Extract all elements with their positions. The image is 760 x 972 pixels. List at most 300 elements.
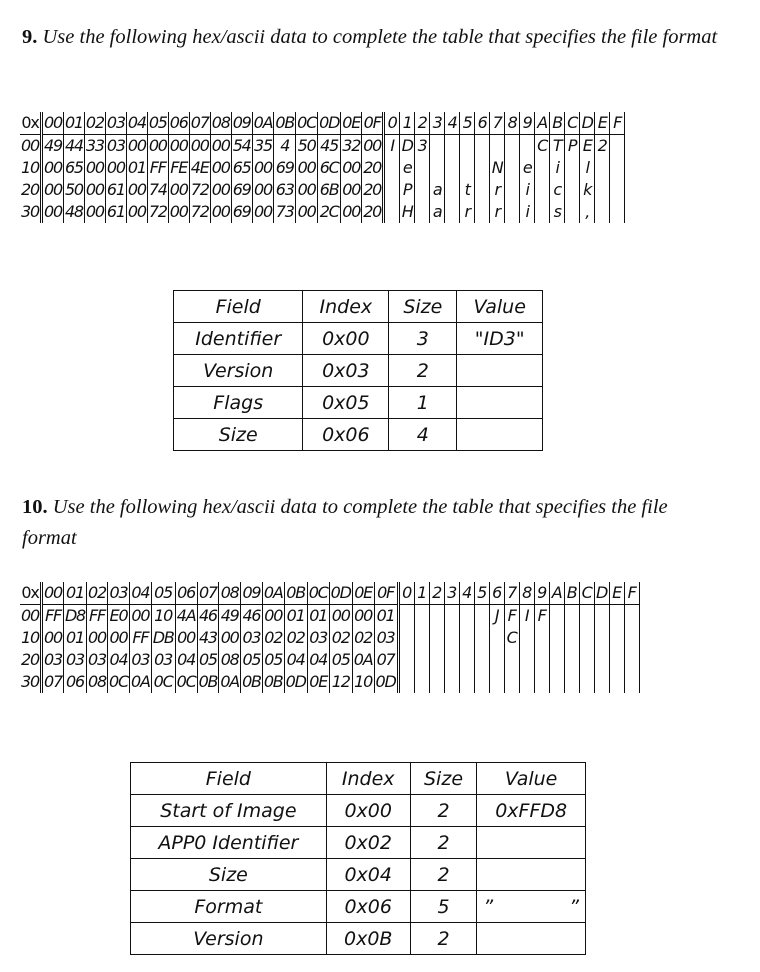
hex-byte-cell: 07 — [374, 649, 398, 671]
field-table-row — [131, 859, 586, 891]
hex-byte-cell: 00 — [131, 606, 150, 625]
ascii-column-header: 0 — [398, 582, 414, 605]
hex-byte-cell: 50 — [297, 136, 316, 155]
hex-byte-cell: 0B — [242, 672, 261, 691]
field-value-cell[interactable] — [477, 827, 586, 859]
hex-byte-cell: 00 — [211, 136, 230, 155]
hex-column-header: 0C — [296, 112, 318, 135]
ascii-char-cell — [549, 627, 564, 649]
problem-10-field-table — [130, 762, 586, 955]
field-table-header: Field — [174, 291, 303, 323]
hex-byte-cell: 02 — [264, 628, 283, 647]
ascii-column-header: 5 — [474, 582, 489, 605]
hex-row-offset: 10 — [20, 157, 41, 179]
hex-row — [20, 605, 639, 628]
ascii-char-cell — [565, 201, 580, 223]
ascii-column-header: 9 — [520, 112, 535, 135]
ascii-char-cell — [505, 157, 520, 179]
field-size-cell: 2 — [410, 859, 477, 891]
ascii-column-header: A — [535, 112, 550, 135]
ascii-column-header: E — [595, 112, 610, 135]
hex-byte-cell: 54 — [232, 136, 251, 155]
hex-row-offset: 00 — [20, 135, 41, 158]
ascii-char-cell — [535, 157, 550, 179]
hex-byte-cell: 00 — [127, 136, 146, 155]
field-size-cell: 2 — [389, 355, 457, 387]
ascii-char-cell: , — [580, 201, 595, 223]
hex-column-header: 0D — [318, 112, 341, 135]
ascii-column-header: 6 — [489, 582, 504, 605]
ascii-char-cell — [414, 605, 429, 628]
hex-byte-cell: 4A — [176, 606, 196, 625]
hex-byte-cell: 72 — [190, 202, 209, 221]
ascii-char-cell — [445, 201, 460, 223]
problem-9-hex-dump — [20, 112, 625, 223]
ascii-char-cell: E — [580, 135, 595, 158]
hex-byte-cell: 03 — [63, 649, 86, 671]
hex-column-header: 0B — [284, 582, 307, 605]
hex-byte-cell: 0B — [263, 672, 283, 691]
ascii-char-cell: k — [580, 179, 595, 201]
hex-byte-cell: 61 — [106, 202, 125, 221]
ascii-char-cell — [414, 649, 429, 671]
field-index-cell: 0x00 — [326, 795, 410, 827]
ascii-char-cell — [564, 671, 579, 693]
ascii-char-cell — [429, 627, 444, 649]
hex-column-header: 0C — [307, 582, 329, 605]
ascii-char-cell — [414, 671, 429, 693]
hex-byte-cell: 00 — [127, 180, 146, 199]
ascii-char-cell: 2 — [595, 135, 610, 158]
hex-column-header: 0E — [341, 112, 362, 135]
hex-byte-cell: 00 — [127, 202, 146, 221]
hex-byte-cell: 0A — [220, 672, 240, 691]
hex-corner-label: 0x — [20, 582, 41, 605]
field-value-cell[interactable] — [457, 387, 543, 419]
hex-byte-cell: 00 — [362, 135, 384, 158]
hex-byte-cell: 00 — [254, 202, 272, 221]
field-index-cell: 0x04 — [326, 859, 410, 891]
ascii-char-cell — [624, 605, 639, 628]
ascii-char-cell: T — [550, 135, 565, 158]
ascii-column-header: 5 — [460, 112, 475, 135]
field-table-row — [131, 923, 586, 955]
hex-byte-cell: 00 — [297, 158, 316, 177]
hex-column-header: 09 — [241, 582, 263, 605]
ascii-char-cell: C — [504, 627, 519, 649]
ascii-char-cell: e — [520, 157, 535, 179]
hex-byte-cell: 4E — [190, 158, 209, 177]
hex-column-header: 08 — [219, 582, 241, 605]
ascii-char-cell — [594, 671, 609, 693]
hex-byte-cell: 69 — [275, 158, 294, 177]
ascii-char-cell — [398, 605, 414, 628]
ascii-char-cell — [430, 135, 445, 158]
hex-column-header: 00 — [41, 112, 63, 135]
hex-row — [20, 671, 639, 693]
hex-byte-cell: 03 — [309, 628, 328, 647]
hex-byte-cell: 00 — [41, 179, 63, 201]
hex-column-header: 05 — [147, 112, 168, 135]
hex-byte-cell: 0D — [374, 671, 398, 693]
hex-byte-cell: FE — [168, 157, 189, 179]
hex-byte-cell: 72 — [148, 202, 167, 221]
hex-byte-cell: 08 — [220, 650, 239, 669]
hex-byte-cell: 49 — [220, 606, 239, 625]
field-table-header-row — [174, 291, 543, 323]
format-open-quote: ” — [483, 895, 494, 918]
hex-byte-cell: 00 — [264, 606, 283, 625]
ascii-column-header: 0 — [384, 112, 400, 135]
hex-byte-cell: 0A — [130, 672, 150, 691]
problem-9-number: 9. — [22, 26, 38, 48]
hex-byte-cell: 73 — [275, 202, 294, 221]
hex-byte-cell: FF — [87, 605, 108, 628]
ascii-column-header: 7 — [490, 112, 505, 135]
field-size-cell: 3 — [389, 323, 457, 355]
ascii-column-header: 2 — [429, 582, 444, 605]
ascii-char-cell: I — [384, 135, 400, 158]
hex-byte-cell: 00 — [211, 202, 230, 221]
problem-9-text: Use the following hex/ascii data to complete the table that specifies the file format — [42, 26, 718, 48]
field-name-cell: Format — [131, 891, 327, 923]
ascii-char-cell: r — [490, 179, 505, 201]
ascii-column-header: C — [579, 582, 594, 605]
hex-byte-cell: 00 — [169, 136, 188, 155]
ascii-column-header: 6 — [475, 112, 490, 135]
ascii-char-cell — [415, 157, 430, 179]
hex-byte-cell: 00 — [342, 202, 361, 221]
field-table-row — [131, 891, 586, 923]
ascii-char-cell — [398, 627, 414, 649]
ascii-char-cell: a — [430, 179, 445, 201]
field-index-cell: 0x06 — [303, 419, 389, 451]
hex-column-header: 02 — [87, 582, 108, 605]
hex-column-header: 0A — [262, 582, 284, 605]
hex-row-offset: 20 — [20, 179, 41, 201]
field-table-header: Size — [389, 291, 457, 323]
hex-column-header: 03 — [105, 112, 126, 135]
ascii-column-header: 1 — [400, 112, 415, 135]
ascii-char-cell — [459, 649, 474, 671]
ascii-column-header: D — [594, 582, 609, 605]
hex-byte-cell: 35 — [254, 136, 272, 155]
field-size-cell: 2 — [410, 795, 477, 827]
ascii-char-cell — [565, 179, 580, 201]
ascii-char-cell — [489, 671, 504, 693]
ascii-char-cell: l — [580, 157, 595, 179]
hex-byte-cell: 05 — [329, 649, 352, 671]
hex-byte-cell: 04 — [284, 649, 307, 671]
ascii-column-header: 3 — [444, 582, 459, 605]
ascii-column-header: E — [609, 582, 624, 605]
hex-column-header: 04 — [126, 112, 147, 135]
ascii-char-cell — [504, 671, 519, 693]
ascii-char-cell — [579, 605, 594, 628]
ascii-char-cell — [474, 649, 489, 671]
problem-9-prompt — [22, 22, 722, 53]
hex-byte-cell: 03 — [374, 627, 398, 649]
hex-byte-cell: 4 — [274, 135, 296, 158]
ascii-char-cell — [535, 179, 550, 201]
field-index-cell: 0x06 — [326, 891, 410, 923]
ascii-column-header: C — [565, 112, 580, 135]
ascii-char-cell — [594, 649, 609, 671]
hex-header-row — [20, 112, 625, 135]
field-index-cell: 0x05 — [303, 387, 389, 419]
ascii-char-cell — [624, 649, 639, 671]
ascii-column-header: 7 — [504, 582, 519, 605]
ascii-column-header: 4 — [459, 582, 474, 605]
hex-byte-cell: 33 — [85, 136, 104, 155]
ascii-char-cell — [489, 649, 504, 671]
hex-byte-cell: FF — [41, 605, 63, 628]
field-name-cell: Version — [174, 355, 303, 387]
ascii-char-cell — [415, 201, 430, 223]
hex-byte-cell: 03 — [131, 650, 150, 669]
hex-byte-cell: 00 — [220, 628, 239, 647]
ascii-char-cell: D — [401, 136, 413, 155]
hex-byte-cell: 05 — [264, 650, 283, 669]
hex-column-header: 0F — [362, 112, 384, 135]
hex-byte-cell: 46 — [198, 606, 217, 625]
ascii-char-cell — [594, 605, 609, 628]
ascii-char-cell — [579, 671, 594, 693]
format-close-quote: ” — [569, 895, 579, 918]
ascii-char-cell — [624, 671, 639, 693]
ascii-char-cell — [398, 649, 414, 671]
hex-byte-cell: 00 — [106, 158, 125, 177]
field-table-row — [174, 355, 543, 387]
field-value-cell[interactable] — [477, 891, 586, 923]
hex-byte-cell: 00 — [169, 180, 188, 199]
hex-byte-cell: 03 — [242, 628, 261, 647]
hex-byte-cell: 61 — [106, 180, 125, 199]
problem-10-text: Use the following hex/ascii data to complete the table that specifies the file format — [22, 496, 668, 549]
ascii-column-header: B — [564, 582, 579, 605]
field-table-row — [174, 419, 543, 451]
hex-byte-cell: 0D — [285, 672, 306, 691]
hex-byte-cell: 05 — [242, 650, 261, 669]
ascii-char-cell: r — [460, 201, 475, 223]
ascii-char-cell — [520, 135, 535, 158]
field-size-cell: 2 — [410, 827, 477, 859]
hex-byte-cell: 00 — [88, 628, 107, 647]
hex-byte-cell: 03 — [106, 136, 125, 155]
field-name-cell: Version — [131, 923, 327, 955]
ascii-char-cell — [430, 157, 445, 179]
hex-byte-cell: 02 — [329, 627, 352, 649]
ascii-char-cell — [519, 671, 534, 693]
hex-byte-cell: 00 — [254, 180, 272, 199]
ascii-char-cell — [534, 649, 549, 671]
ascii-char-cell: s — [550, 201, 565, 223]
hex-column-header: 0D — [329, 582, 352, 605]
field-size-cell: 2 — [410, 923, 477, 955]
hex-row — [20, 179, 625, 201]
ascii-char-cell: c — [550, 179, 565, 201]
hex-column-header: 01 — [63, 582, 86, 605]
hex-byte-cell: 0E — [307, 671, 329, 693]
hex-byte-cell: 74 — [148, 180, 167, 199]
hex-byte-cell: 00 — [169, 202, 188, 221]
hex-byte-cell: 45 — [318, 135, 341, 158]
ascii-char-cell — [490, 135, 505, 158]
field-value-cell: "ID3" — [457, 323, 543, 355]
hex-column-header: 08 — [210, 112, 231, 135]
ascii-char-cell — [460, 135, 475, 158]
ascii-column-header: 8 — [505, 112, 520, 135]
ascii-char-cell — [534, 671, 549, 693]
hex-column-header: 0F — [374, 582, 398, 605]
field-table-row — [174, 323, 543, 355]
hex-byte-cell: 0C — [109, 672, 128, 691]
hex-column-header: 01 — [63, 112, 84, 135]
ascii-char-cell: i — [550, 157, 565, 179]
field-index-cell: 0x02 — [326, 827, 410, 859]
hex-byte-cell: 04 — [309, 650, 328, 669]
hex-byte-cell: 00 — [329, 605, 352, 628]
field-name-cell: Start of Image — [131, 795, 327, 827]
hex-row — [20, 135, 625, 158]
hex-byte-cell: 03 — [41, 649, 63, 671]
field-table-row — [131, 795, 586, 827]
ascii-char-cell — [475, 179, 490, 201]
ascii-char-cell — [579, 649, 594, 671]
problem-10-hex-dump — [20, 582, 640, 693]
ascii-char-cell — [519, 627, 534, 649]
ascii-char-cell: 3 — [415, 135, 430, 158]
field-table-header: Field — [131, 763, 327, 795]
hex-column-header: 09 — [231, 112, 252, 135]
ascii-char-cell — [535, 201, 550, 223]
hex-byte-cell: 0B — [198, 672, 218, 691]
hex-byte-cell: 02 — [284, 627, 307, 649]
hex-row — [20, 649, 639, 671]
ascii-char-cell — [594, 627, 609, 649]
hex-byte-cell: 00 — [211, 180, 230, 199]
ascii-char-cell — [505, 135, 520, 158]
hex-row — [20, 627, 639, 649]
hex-byte-cell: 0C — [151, 671, 175, 693]
ascii-char-cell — [549, 671, 564, 693]
hex-column-header: 07 — [197, 582, 219, 605]
ascii-char-cell: J — [489, 605, 504, 628]
ascii-column-header: 8 — [519, 582, 534, 605]
hex-byte-cell: 65 — [64, 158, 83, 177]
field-size-cell: 1 — [389, 387, 457, 419]
ascii-char-cell — [610, 179, 625, 201]
field-size-cell: 5 — [410, 891, 477, 923]
hex-row-offset: 00 — [20, 605, 41, 628]
field-index-cell: 0x0B — [326, 923, 410, 955]
hex-row — [20, 157, 625, 179]
problem-9-field-table — [173, 290, 543, 451]
hex-byte-cell: 05 — [198, 650, 217, 669]
hex-byte-cell: 04 — [109, 650, 128, 669]
hex-byte-cell: 01 — [63, 627, 86, 649]
ascii-char-cell — [444, 627, 459, 649]
field-value-cell[interactable] — [477, 923, 586, 955]
ascii-char-cell — [474, 627, 489, 649]
ascii-char-cell — [624, 627, 639, 649]
ascii-char-cell — [429, 605, 444, 628]
ascii-char-cell: i — [520, 201, 535, 223]
ascii-column-header: F — [610, 112, 625, 135]
ascii-char-cell — [519, 649, 534, 671]
hex-column-header: 0A — [252, 112, 274, 135]
field-name-cell: Identifier — [174, 323, 303, 355]
ascii-char-cell: i — [520, 179, 535, 201]
hex-row-offset: 30 — [20, 201, 41, 223]
ascii-char-cell — [489, 627, 504, 649]
ascii-char-cell — [505, 179, 520, 201]
hex-byte-cell: 49 — [41, 135, 63, 158]
ascii-column-header: 3 — [430, 112, 445, 135]
ascii-char-cell — [415, 179, 430, 201]
hex-byte-cell: 44 — [64, 136, 83, 155]
ascii-char-cell: C — [535, 135, 550, 158]
field-name-cell: Flags — [174, 387, 303, 419]
ascii-column-header: 4 — [445, 112, 460, 135]
ascii-char-cell — [609, 627, 624, 649]
ascii-char-cell — [609, 605, 624, 628]
hex-column-header: 07 — [189, 112, 210, 135]
hex-byte-cell: 20 — [362, 201, 384, 223]
hex-column-header: 04 — [129, 582, 151, 605]
ascii-char-cell — [459, 671, 474, 693]
field-value-cell[interactable] — [457, 419, 543, 451]
hex-byte-cell: 50 — [64, 180, 83, 199]
ascii-char-cell — [595, 157, 610, 179]
hex-byte-cell: 00 — [85, 158, 104, 177]
hex-byte-cell: 00 — [109, 628, 128, 647]
ascii-char-cell — [475, 157, 490, 179]
hex-column-header: 05 — [151, 582, 175, 605]
hex-column-header: 0E — [352, 582, 374, 605]
hex-corner-label: 0x — [20, 112, 41, 135]
hex-byte-cell: 65 — [232, 158, 251, 177]
field-table-header: Value — [457, 291, 543, 323]
hex-column-header: 03 — [108, 582, 130, 605]
ascii-char-cell — [549, 605, 564, 628]
hex-byte-cell: 43 — [198, 628, 217, 647]
ascii-column-header: 1 — [414, 582, 429, 605]
hex-byte-cell: 03 — [88, 650, 107, 669]
ascii-char-cell — [504, 649, 519, 671]
ascii-char-cell — [579, 627, 594, 649]
hex-byte-cell: 0C — [176, 672, 196, 691]
hex-byte-cell: FF — [129, 627, 151, 649]
field-value-cell[interactable] — [457, 355, 543, 387]
hex-byte-cell: 06 — [63, 671, 86, 693]
ascii-char-cell: N — [490, 157, 505, 179]
ascii-column-header: B — [550, 112, 565, 135]
ascii-char-cell — [564, 649, 579, 671]
ascii-char-cell — [474, 605, 489, 628]
hex-byte-cell: 01 — [284, 605, 307, 628]
field-value-cell[interactable] — [477, 859, 586, 891]
ascii-char-cell — [384, 157, 400, 179]
hex-byte-cell: DB — [152, 628, 174, 647]
ascii-char-cell — [595, 179, 610, 201]
hex-row-offset: 30 — [20, 671, 41, 693]
hex-byte-cell: 46 — [242, 606, 261, 625]
hex-column-header: 06 — [168, 112, 189, 135]
ascii-char-cell — [459, 627, 474, 649]
ascii-char-cell — [444, 671, 459, 693]
hex-byte-cell: 69 — [232, 202, 251, 221]
